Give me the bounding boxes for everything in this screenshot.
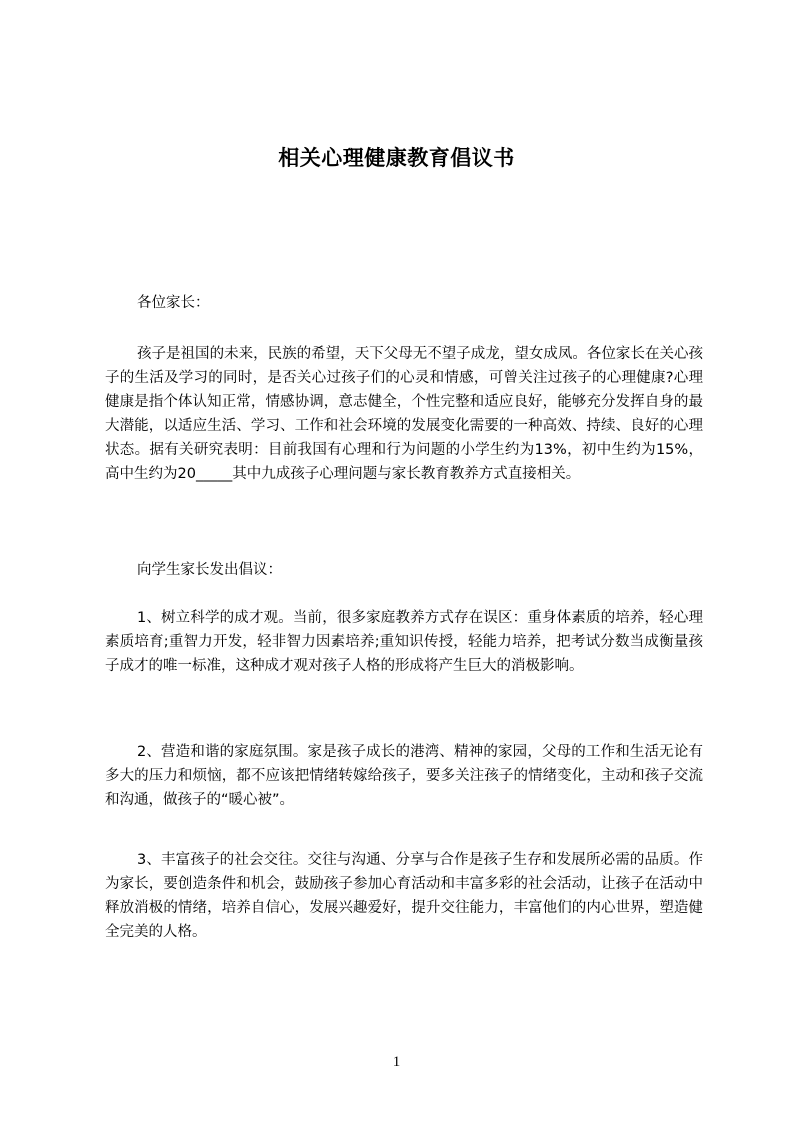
paragraph-intro: 孩子是祖国的未来，民族的希望，天下父母无不望子成龙，望女成凤。各位家长在关心孩子的生活及学习的同时，是否关心过孩子们的心灵和情感，可曾关注过孩子的心理健康?心理健康是指个体认知正常，情感协调，意志健全，个性完整和适应良好，能够充分发挥自身的最大潜能，以适应生活、学习、工作和社会环境的发展变化需要的一种高效、持续、良好的心理状态。据有关研究表明：目前我国有心理和行为问题的小学生约为13%，初中生约为15%，高中生约为20_____其中九成孩子心理问题与家长教育教养方式直接相关。 (105, 346, 703, 482)
greeting: 各位家长： (137, 295, 210, 311)
page-number: 1 (392, 1054, 401, 1070)
paragraph-item-2: 2、营造和谐的家庭氛围。家是孩子成长的港湾、精神的家园，父母的工作和生活无论有多大的压力和烦恼，都不应该把情绪转嫁给孩子，要多关注孩子的情绪变化，主动和孩子交流和沟通，做孩子的“暖心被”。 (105, 744, 703, 808)
paragraph-proposal-heading: 向学生家长发出倡议： (137, 562, 282, 578)
document-title: 相关心理健康教育倡议书 (278, 146, 515, 170)
paragraph-item-3: 3、丰富孩子的社会交往。交往与沟通、分享与合作是孩子生存和发展所必需的品质。作为家长，要创造条件和机会，鼓励孩子参加心育活动和丰富多彩的社会活动，让孩子在活动中释放消极的情绪，培养自信心，发展兴趣爱好，提升交往能力，丰富他们的内心世界，塑造健全完美的人格。 (105, 852, 703, 940)
paragraph-item-1: 1、树立科学的成才观。当前，很多家庭教养方式存在误区：重身体素质的培养，轻心理素质培育;重智力开发，轻非智力因素培养;重知识传授，轻能力培养，把考试分数当成衡量孩子成才的唯一标准，这种成才观对孩子人格的形成将产生巨大的消极影响。 (105, 610, 703, 674)
